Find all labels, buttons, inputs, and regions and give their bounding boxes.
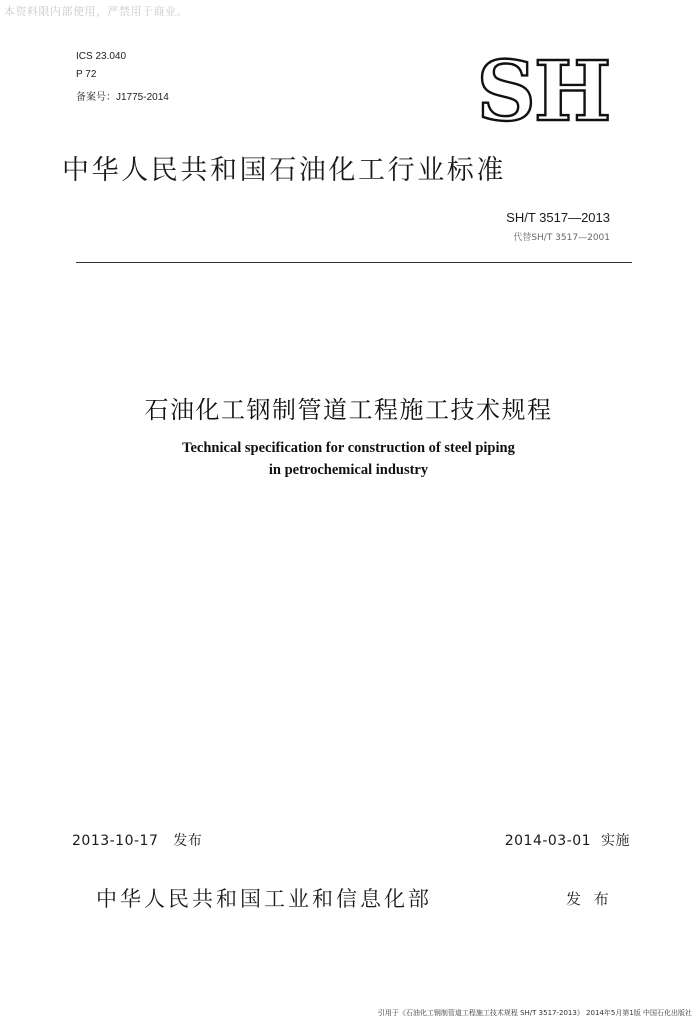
document-title-cn: 石油化工钢制管道工程施工技术规程: [144, 396, 553, 424]
issuing-authority: 中华人民共和国工业和信息化部: [96, 887, 432, 911]
ics-code: ICS 23.040: [76, 51, 127, 62]
standard-code: SH/T 3517—2013: [506, 210, 610, 225]
document-title-en-line1: Technical specification for construction of steel piping: [182, 440, 515, 456]
issuing-action: 发 布: [566, 890, 613, 908]
replaced-standard: 代替SH/T 3517—2001: [513, 233, 610, 243]
effective-date: 2014-03-01: [504, 833, 592, 849]
standard-type-heading: 中华人民共和国石油化工行业标准: [62, 155, 506, 186]
watermark-text: 本资料限内部使用，严禁用于商业。: [4, 5, 188, 18]
classification-code: P 72: [76, 69, 97, 80]
effective-label: 实施: [601, 833, 630, 849]
effective-date-block: [460, 830, 630, 850]
citation-footer: 引用于《石油化工钢制管道工程施工技术规程 SH/T 3517-2013》 2014年5月第1版 中国石化出版社: [377, 1009, 692, 1017]
sh-logo: SH: [476, 44, 610, 140]
issue-date: 2013-10-17: [72, 833, 159, 849]
issue-label: 发布: [173, 833, 203, 849]
filing-number: 备案号：J1775-2014: [76, 92, 169, 103]
document-title-en-line2: in petrochemical industry: [268, 462, 429, 478]
header-divider: [76, 262, 632, 263]
issue-date-block: [72, 830, 202, 850]
